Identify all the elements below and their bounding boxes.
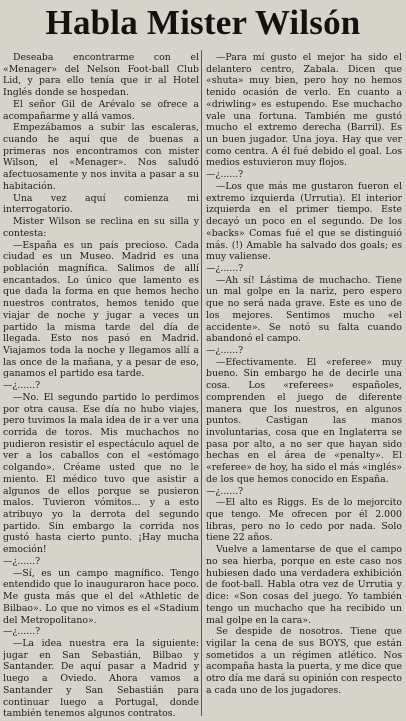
paragraph: Empezábamos a subir las escaleras, cuando he aquí que de buenas a primeras nos encontramos con mister Wilson, el «Menager». Nos saludó afectuosamente y nos invita a pasar a su habitación. <box>3 122 199 192</box>
paragraph: —Sí, es un campo magnífico. Tengo entendido que lo inauguraron hace poco. Me gusta más que el del «Athletic de Bilbao». Lo que no vimos es el «Stadium del Metropolitano». <box>3 567 199 626</box>
question-marker: —¿......? <box>206 344 244 356</box>
paragraph: —Efectivamente. El «referee» muy bueno. Sin embargo he de decirle una cosa. Los «referees» españoles, comprenden el juego de diferente manera que los nuestros, en algunos puntos. Castigan las manos involuntarias, cosa que en Inglaterra se pasa por alto, a no ser que hayan sido hechas en el área de «penalty». El «referee» de hoy, ha sido el más «inglés» de los que hemos conocido en España. <box>206 356 402 485</box>
paragraph: El señor Gil de Arévalo se ofrece a acompañarme y allá vamos. <box>3 98 199 122</box>
paragraph: Mister Wilson se reclina en su silla y contesta: <box>3 216 199 239</box>
paragraph: Deseaba encontrarme con el «Menager» del Nelson Foot-ball Club Lid, y para ello tenía que ir al Hotel Inglés donde se hospedan. <box>3 52 199 99</box>
paragraph: —El alto es Riggs. Es de lo mejorcito que tengo. Me ofrecen por él 2.000 libras, pero no lo cedo por nada. Solo tiene 22 años. <box>206 497 402 544</box>
question-marker: —¿......? <box>206 262 244 274</box>
question-marker: —¿......? <box>206 485 244 497</box>
column-divider <box>201 50 202 716</box>
paragraph: Se despide de nosotros. Tiene que vigilar la cena de sus BOYS, que están sometidos a un régimen atlético. Nos acompaña hasta la puerta, y me dice que otro día me dará su opinión con respecto a cada uno de los jugadores. <box>206 626 402 696</box>
paragraph: —España es un país precioso. Cada ciudad es un Museo. Madrid es una población magnífica. Salimos de allí encantados. Lo único que lamento es que dada la forma en que hemos hecho nuestros contratos, hemos tenido que viajar de noche y jugar a veces un partido la misma tarde del día de llegada. Esto nos pasó en Madrid. Viajamos toda la noche y llegamos allí a las once de la mañana, y a pesar de eso, ganamos el partido esa tarde. <box>3 239 199 380</box>
paragraph: —Para mí gusto el mejor ha sido el delantero centro, Zabala. Dicen que «shuta» muy bien, pero hoy no hemos tenido ocasión de verlo. En cuanto a «driwling» es estupendo. Ese muchacho vale una fortuna. También me gustó mucho el extremo derecha (Barril). Es un buen jugador. Una joya. Hay que ver como centra. A él fué debido el goal. Los medios estuvieron muy flojos. <box>206 52 402 169</box>
question-marker: —¿......? <box>206 169 244 181</box>
paragraph: Vuelve a lamentarse de que el campo no sea hierba, porque en este caso nos hubiesen dado una verdadera exhibición de foot-ball. Habla otra vez de Urrutia y dice: «Son cosas del juego. Yo también tengo un muchacho que ha recibido un mal golpe en la cara». <box>206 544 402 626</box>
paragraph: —Ah sí! Lástima de muchacho. Tiene un mal golpe en la nariz, pero espero que no será nada grave. Este es uno de los mejores. Sentimos mucho «el accidente». Se notó su falta cuando abandonó el campo. <box>206 274 402 345</box>
question-marker: —¿......? <box>3 555 41 567</box>
paragraph: Una vez aquí comienza mi interrogatorio. <box>3 192 199 216</box>
paragraph: —No. El segundo partido lo perdimos por otra causa. Ese día no hubo viajes, pero tuvimos la mala idea de ir a ver una corrida de toros. Mis muchachos no pudieron resistir el espectáculo aquel de ver a los caballos con el «estómago colgando». Créame usted que no le miento. El médico tuvo que asistir a algunos de ellos porque se pusieron malos. Tuvieron vómitos... y a esto atribuyo yo la derrota del segundo partido. Sin embargo la corrida nos gustó hasta cierto punto. ¡Hay mucha emoción! <box>3 391 199 556</box>
right-column <box>206 52 402 720</box>
question-marker: —¿......? <box>3 380 41 392</box>
paragraph: —La idea nuestra era la siguiente: jugar en San Sebastián, Bilbao y Santander. De aquí pasar a Madrid y luego a Oviedo. Ahora vamos a Santander y San Sebastián para continuar luego a Portugal, donde también tenemos algunos contratos. <box>3 637 199 720</box>
left-column <box>3 52 199 720</box>
headline: Habla Mister Wilsón <box>45 3 361 42</box>
question-marker: —¿......? <box>3 626 41 638</box>
paragraph: —Los que más me gustaron fueron el extremo izquierda (Urrutia). El interior izquierda en el primer tiempo. Este decayó un poco en el segundo. De los «backs» Comas fué el que se distinguió más. (!) Amable ha salvado dos goals; es muy valiense. <box>206 180 402 263</box>
